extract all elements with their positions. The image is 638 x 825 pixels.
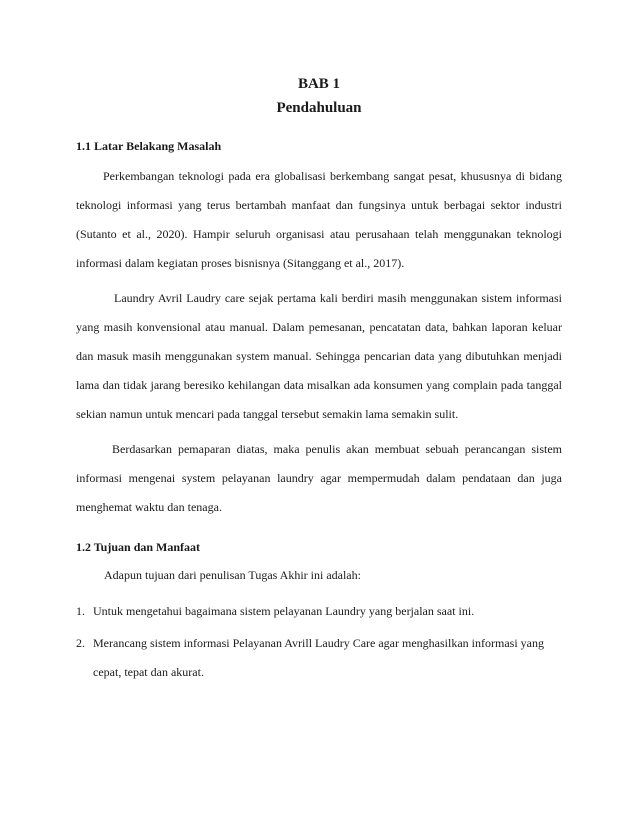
list-number: 1.	[76, 604, 85, 618]
list-text: Untuk mengetahui bagaimana sistem pelayanan Laundry yang berjalan saat ini.	[93, 604, 475, 618]
section-heading-1-1: 1.1 Latar Belakang Masalah	[76, 139, 222, 153]
section-heading-1-2: 1.2 Tujuan dan Manfaat	[76, 540, 201, 554]
paragraph-2: Laundry Avril Laudry care sejak pertama kali berdiri masih menggunakan sistem informasi yang masih konvensional atau manual. Dalam pemesanan, pencatatan data, bahkan laporan keluar dan masuk masih menggunakan system manual. Sehingga pencarian data yang dibutuhkan menjadi lama dan tidak jarang beresiko kehilangan data misalkan ada konsumen yang complain pada tanggal sekian namun untuk mencari pada tanggal tersebut semakin lama semakin sulit.	[76, 291, 562, 421]
paragraph-1: Perkembangan teknologi pada era globalisasi berkembang sangat pesat, khususnya di bidang teknologi informasi yang terus bertambah manfaat dan fungsinya untuk berbagai sektor industri (Sutanto et al., 2020). Hampir seluruh organisasi atau perusahaan telah menggunakan teknologi informasi dalam kegiatan proses bisnisnya (Sitanggang et al., 2017).	[76, 169, 562, 270]
list-text: Merancang sistem informasi Pelayanan Avrill Laudry Care agar menghasilkan informasi yang cepat, tepat dan akurat.	[93, 636, 544, 679]
list-item	[76, 597, 562, 626]
list-number: 2.	[76, 636, 85, 650]
list-item	[76, 629, 562, 687]
chapter-number: BAB 1	[297, 76, 341, 92]
paragraph-3: Berdasarkan pemaparan diatas, maka penulis akan membuat sebuah perancangan sistem informasi mengenai system pelayanan laundry agar mempermudah dalam pendataan dan juga menghemat waktu dan tenaga.	[76, 442, 562, 514]
chapter-title: Pendahuluan	[276, 100, 362, 116]
paragraph-intro: Adapun tujuan dari penulisan Tugas Akhir ini adalah:	[104, 568, 361, 582]
